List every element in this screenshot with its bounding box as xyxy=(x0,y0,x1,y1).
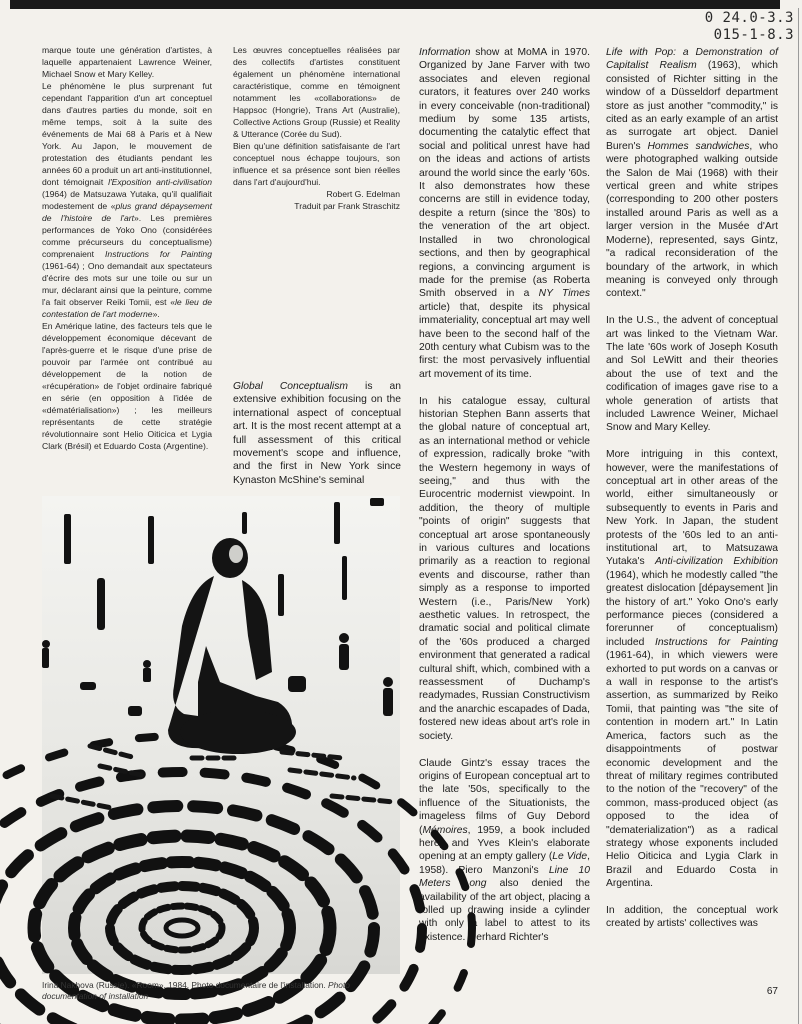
english-column-3 xyxy=(606,46,778,978)
english-paragraph-2: In his catalogue essay, cultural historian Stephen Bann asserts that the global nature of conceptual art, as an international method or vehicle of expression, radically broke "with the Western hegemony in ways of seeing," and thus with the Eurocentric modernist viewpoint. In addition, the theory of multiple "points of origin" suggests that conceptual art arose spontaneously in various cultures and locations primarily as a reaction to regional events and discourse, rather than simply as a response to imported Western (i.e., Paris/New York) aesthetic values. In retrospect, the dramatic social and political climate of the '60s produced a charged environment that generated a radical cultural shift, which, combined with a reassessment of Duchamp's readymades, Russian Constructivism and the anarchic escapades of Dada, fostered new ideas about art's role in society. xyxy=(419,395,590,742)
english-column-1 xyxy=(233,380,401,486)
english-column-2 xyxy=(419,46,590,978)
page-number: 67 xyxy=(766,986,778,997)
handwritten-note-line-2: 015-1-8.3 xyxy=(713,27,794,43)
photo-caption-main: Irina Nakhova (Russie). «Room». 1984. Photo documentaire de l'installation. xyxy=(42,980,329,990)
french-paragraph-5: Bien qu'une définition satisfaisante de l'art conceptuel nous échappe toujours, son influence et sa présence sont bien réelles dans l'art d'aujourd'hui. xyxy=(233,141,400,187)
french-paragraph-1: marque toute une génération d'artistes, à laquelle appartenaient Lawrence Weiner, Michael Snow et Mary Kelley. xyxy=(42,45,212,79)
english-paragraph-6: In addition, the conceptual work created by artists' collectives was xyxy=(606,904,778,930)
signature-author: Robert G. Edelman xyxy=(326,189,400,199)
photo-caption-italic: Photo documentation of installation xyxy=(42,980,350,1001)
french-paragraph-4: Les œuvres conceptuelles réalisées par des collectifs d'artistes constituent également un phénomène international caractéristique, comme en témoignent notamment les «collaborations» de Happsoc (Hongrie), Trans Art (Australie), Collective Actions Group (Russie) et Reality & Utterance (Corée du Sud). xyxy=(233,45,400,139)
english-paragraph-3-cont: Life with Pop: a Demonstration of Capitalist Realism (1963), which consisted of Richter sitting in the window of a Düsseldorf department store as just another "commodity," is cited as an early example of an artist as surrogate art object. Daniel Buren's Hommes sandwiches, who were photographed walking outside the Salon de Mai (1968) with their vertical green and white stripes (corresponding to 200 other posters installed around Paris as well as a larger version in the Musée d'Art Moderne), represented, says Gintz, "a radical reconsideration of the boundary of the artwork, in which meaning is conveyed only through context." xyxy=(606,47,779,300)
handwritten-note xyxy=(686,10,794,44)
installation-photo xyxy=(42,496,400,974)
english-paragraph-3: Claude Gintz's essay traces the origins of European conceptual art to the late '50s, specifically to the influence of the Situationists, the imageless films of Guy Debord (Mémoires, 1959, a book included here) and Yves Klein's elaborate opening at an empty gallery (Le Vide, 1958). Piero Manzoni's Line 10 Meters Long also denied the availability of the art object, placing a rolled up drawing inside a cylinder with only a label to attest to its existence. Gerhard Richter's xyxy=(419,757,590,943)
top-border-bar xyxy=(10,0,780,9)
french-paragraph-2: Le phénomène le plus surprenant fut cependant l'apparition d'un art conceptuel dans d'autres parties du monde, soit en même temps, soit à la suite des événements de Mai 68 à Paris et à New York. Au Japon, le mouvement de protestation des étudiants pendant les années 60 a produit un art anti-institutionnel, dont témoignait l'Exposition anti-civilisation (1964) de Matsuzawa Yutaka, qu'il qualifiait modestement de «plus grand dépaysement de l'histoire de l'art». Les premières performances de Yoko Ono (considérées comme précurseurs du conceptualisme) comprenaient Instructions for Painting (1961-64) ; Ono demandait aux spectateurs d'écrire des mots sur une toile ou sur un mur, déclarant ainsi que la peinture, comme l'a fait observer Reiki Tomii, est «le lieu de contestation de l'art moderne». xyxy=(42,81,213,319)
english-paragraph-4: In the U.S., the advent of conceptual art was linked to the Vietnam War. The late '60s work of Joseph Kosuth and Sol LeWitt and their theories about the use of text and the codification of images gave rise to a whole generation of artists that included Lawrence Weiner, Michael Snow and Mary Kelley. xyxy=(606,315,778,434)
page-edge-line xyxy=(798,8,799,1024)
signature-translator: Traduit par Frank Straschitz xyxy=(294,201,400,211)
french-column-1 xyxy=(42,44,212,476)
french-column-2 xyxy=(233,44,400,364)
french-paragraph-3-start: En Amérique latine, des facteurs tels que le développement économique décevant de l'après-guerre et le risque d'une prise de pouvoir par l'armée ont contribué au développement de la notion de «récupération» de l'objet ordinaire fabriqué en série (en opposition à l'idée de «dématérialisation») ; les meilleurs représentants de cette stratégie révolutionnaire sont Helio Oiticica et Lygia Clark (Brésil) et Eduardo Costa (Argentine). xyxy=(42,321,212,451)
english-paragraph-5: More intriguing in this context, however, were the manifestations of conceptual art in other areas of the world, either simultaneously or subsequently to events in Paris and New York. In Japan, the student protests of the '60s led to an anti-institutional art, to Matsuzawa Yutaka's Anti-civilization Exhibition (1964), which he modestly called "the greatest dislocation [dépaysement ]in the history of art." Yoko Ono's early performance pieces (considered a forerunner of conceptualism) included Instructions for Painting (1961-64), in which viewers were exhorted to put words on a canvas or a wall in response to the artist's assertion, as summarized by Reiko Tomii, that painting was "the site of contention in modern art." In Latin America, factors such as the disappointments of postwar economic development and the threat of military regimes contributed to the notion of the "recovery" of the common, mass-produced object (as opposed to the idea of "dematerialization") as a radical strategy whose exponents included Helio Oiticica and Lygia Clark in Brazil and Eduardo Costa in Argentina. xyxy=(606,449,779,890)
photo-caption xyxy=(42,980,400,1002)
handwritten-note-line-1: 0 24.0-3.3 xyxy=(704,10,794,26)
english-paragraph-1-cont: Information show at MoMA in 1970. Organized by Jane Farver with two associates and eleven regional curators, it features over 240 works in every conceivable (non-traditional) medium by some 135 artists, documenting the catalytic effect that social and political unrest have had on the ideas and actions of artists around the world since the early '60s. It also demonstrates how these concerns are still in evidence today, despite a return (since the '80s) to the veneration of the art object. Installed in two chronological sections, and then by geographical regions, a convincing argument is made for the premise (as Roberta Smith observed in a NY Times article) that, despite its physical immateriality, conceptual art may well have been to the second half of the 20th century what Cubism was to the first: the most pervasively influential art movement of its time. xyxy=(419,47,590,380)
english-paragraph-1-start: Global Conceptualism is an extensive exhibition focusing on the international aspect of conceptual art. It is the most recent attempt at a full assessment of this critical movement's scope and influence, and the first in New York since Kynaston McShine's seminal xyxy=(233,381,401,486)
